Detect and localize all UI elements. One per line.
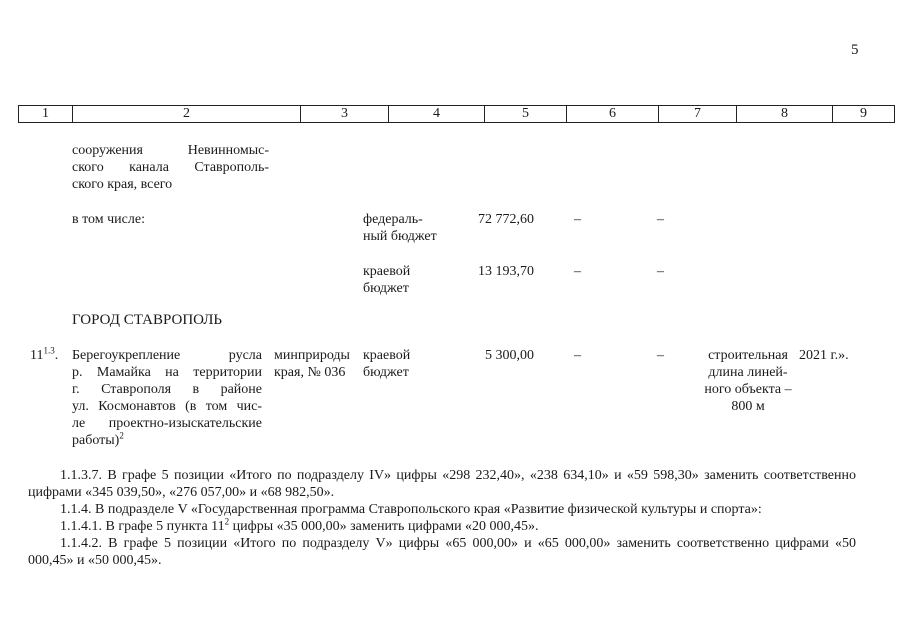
prev-item-name-line: ского канала Ставрополь- (72, 160, 269, 175)
budget-line: краевой (363, 348, 411, 363)
column-number-4: 4 (389, 106, 485, 123)
item-budget (363, 347, 410, 381)
budget-line: бюджет (363, 365, 409, 380)
page-number: 5 (851, 42, 859, 58)
regional-budget-label (363, 263, 410, 297)
prev-item-name (72, 142, 269, 193)
federal-budget-label (363, 211, 437, 245)
paragraph-1-1-4-2: 1.1.4.2. В графе 5 позиции «Итого по подразделу V» цифры «65 000,00» и «65 000,00» заменить соответственно цифрами «50 000,45» и «50 000,45». (28, 536, 856, 568)
column-number-7: 7 (659, 106, 737, 123)
budget-line: ный бюджет (363, 229, 437, 244)
regional-budget-amount: 13 193,70 (478, 264, 534, 279)
federal-col6: – (574, 212, 581, 227)
column-number-5: 5 (485, 106, 567, 123)
column-number-6: 6 (567, 106, 659, 123)
paragraph-1-1-4-1-end: цифры «35 000,00» заменить цифрами «20 000,45». (229, 519, 539, 534)
item-number-main: 11 (30, 348, 44, 363)
item-name-last: работы) (72, 433, 120, 448)
item-year: 2021 г.». (799, 348, 849, 363)
executor-line: минприроды (274, 348, 350, 363)
paragraph-1-1-4: 1.1.4. В подразделе V «Государственная программа Ставропольского края «Развитие физической культуры и спорта»: (60, 502, 762, 517)
paragraph-1-1-4-1-start: 1.1.4.1. В графе 5 пункта 11 (60, 519, 225, 534)
budget-line: федераль- (363, 212, 423, 227)
item-name-line: ул. Космонавтов (в том чис- (72, 399, 262, 414)
column-number-3: 3 (301, 106, 389, 123)
item-col6: – (574, 348, 581, 363)
item-amount: 5 300,00 (485, 348, 534, 363)
power-line: длина линей- (708, 365, 788, 380)
federal-col7: – (657, 212, 664, 227)
power-line: 800 м (731, 399, 765, 414)
column-number-8: 8 (737, 106, 833, 123)
item-name-line: г. Ставрополя в районе (72, 382, 262, 397)
in-that-number-label: в том числе: (72, 212, 145, 227)
budget-line: краевой (363, 264, 411, 279)
federal-budget-amount: 72 772,60 (478, 212, 534, 227)
column-number-2: 2 (73, 106, 301, 123)
column-header-row (19, 106, 895, 123)
column-number-9: 9 (833, 106, 895, 123)
paragraph-1-1-3-7: 1.1.3.7. В графе 5 позиции «Итого по подразделу IV» цифры «298 232,40», «238 634,10» и «59 598,30» заменить соответственно цифрами «345 039,50», «276 057,00» и «68 982,50». (28, 468, 856, 500)
city-heading: ГОРОД СТАВРОПОЛЬ (72, 312, 223, 328)
regional-col7: – (657, 264, 664, 279)
column-number-1: 1 (19, 106, 73, 123)
item-number-sup: 1.3 (43, 345, 55, 356)
item-col7: – (657, 348, 664, 363)
prev-item-name-line: ского края, всего (72, 177, 173, 192)
power-line: строительная (708, 348, 788, 363)
item-power (698, 347, 798, 415)
prev-item-name-line: сооружения Невинномыс- (72, 143, 269, 158)
budget-line: бюджет (363, 281, 409, 296)
item-name-line: Берегоукрепление русла (72, 348, 262, 363)
executor-line: края, № 036 (274, 365, 346, 380)
paragraph-1-1-4-1 (28, 518, 856, 535)
item-name-line: ле проектно-изыскательские (72, 416, 262, 431)
item-name-line: р. Мамайка на территории (72, 365, 262, 380)
column-header-table (18, 105, 895, 123)
item-executor (274, 347, 350, 381)
item-name-sup: 2 (119, 430, 124, 441)
paragraph-1-1-4-1-sup: 2 (224, 516, 230, 527)
item-name (72, 347, 262, 449)
item-number (30, 347, 58, 364)
power-line: ного объекта – (704, 382, 792, 397)
regional-col6: – (574, 264, 581, 279)
item-name-last-line (72, 432, 262, 449)
item-number-suffix: . (54, 348, 59, 363)
